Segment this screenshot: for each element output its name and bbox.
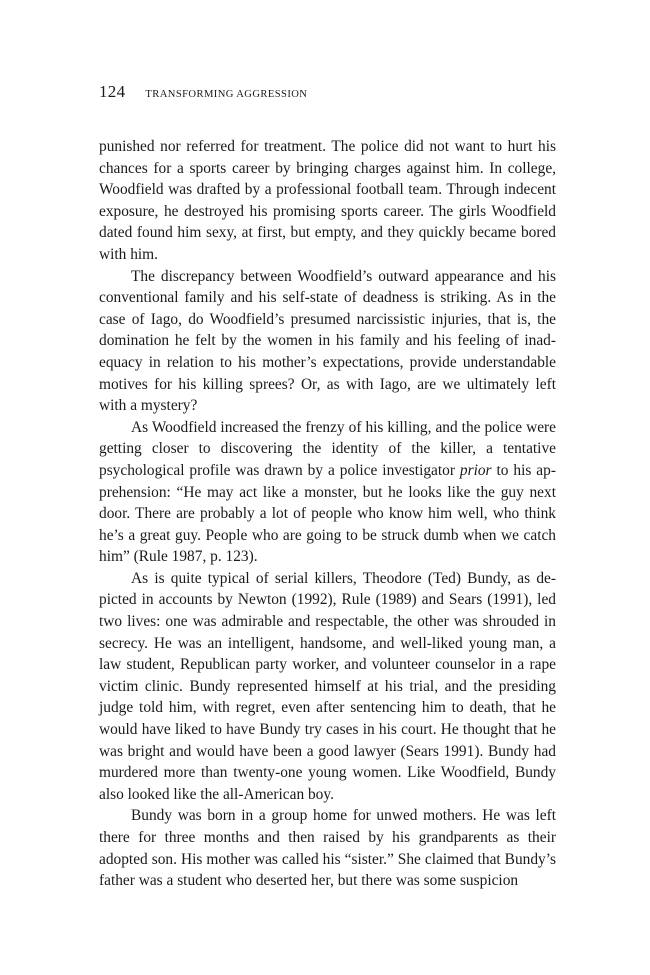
italic-emphasis: prior <box>459 461 492 479</box>
paragraph-text: to his apprehension: “He may act like a monster, but he looks like the guy next door. There are probably a lot of people who know him well, who think he’s a great guy. People who are going to be struck dumb when we catch him” (Rule 1987, p. 123). <box>99 461 556 566</box>
paragraph-text: punished nor referred for treatment. The police did not want to hurt his chances for a sports career by bringing charges against him. In college, Woodfield was drafted by a professional football team. Through indecent exposure, he destroyed his promising sports career. The girls Woodfield dated found him sexy, at first, but empty, and they quickly became bored with him. <box>99 138 556 263</box>
page-number: 124 <box>99 82 126 101</box>
paragraph-text: The discrepancy between Woodfield’s outward appearance and his conventional family and his self-state of deadness is striking. As in the case of Iago, do Woodfield’s presumed narcissistic injuries, that is, the domination he felt by the women in his family and his feeling of inadequacy in relation to his mother’s expectations, provide understandable motives for his killing sprees? Or, as with Iago, are we ultimately left with a mystery? <box>99 267 556 415</box>
paragraph <box>99 266 556 417</box>
body-text <box>99 136 556 892</box>
paragraph <box>99 805 556 891</box>
paragraph-text: Bundy was born in a group home for unwed mothers. He was left there for three months and then raised by his grandparents as their adopted son. His mother was called his “sister.” She claimed that Bundy’s father was a student who deserted her, but there was some suspicion <box>99 807 556 890</box>
paragraph <box>99 136 556 266</box>
paragraph-text: As Woodfield increased the frenzy of his killing, and the police were getting closer to discovering the identity of the killer, a tentative psychological profile was drawn by a police investigator <box>99 418 556 479</box>
running-head <box>99 82 307 105</box>
paragraph <box>99 417 556 568</box>
paragraph-text: As is quite typical of serial killers, Theodore (Ted) Bundy, as depicted in accounts by Newton (1992), Rule (1989) and Sears (1991), led two lives: one was admirable and respectable, the other was shrouded in secrecy. He was an intelligent, handsome, and well-liked young man, a law student, Republican party worker, and volunteer counselor in a rape victim clinic. Bundy represented himself at his trial, and the presiding judge told him, with regret, even after sentencing him to death, that he would have liked to have Bundy try cases in his court. He thought that he was bright and would have been a good lawyer (Sears 1991). Bundy had murdered more than twenty-one young women. Like Woodfield, Bundy also looked like the all-American boy. <box>99 569 556 803</box>
running-title: TRANSFORMING AGGRESSION <box>145 89 308 100</box>
paragraph <box>99 568 556 806</box>
